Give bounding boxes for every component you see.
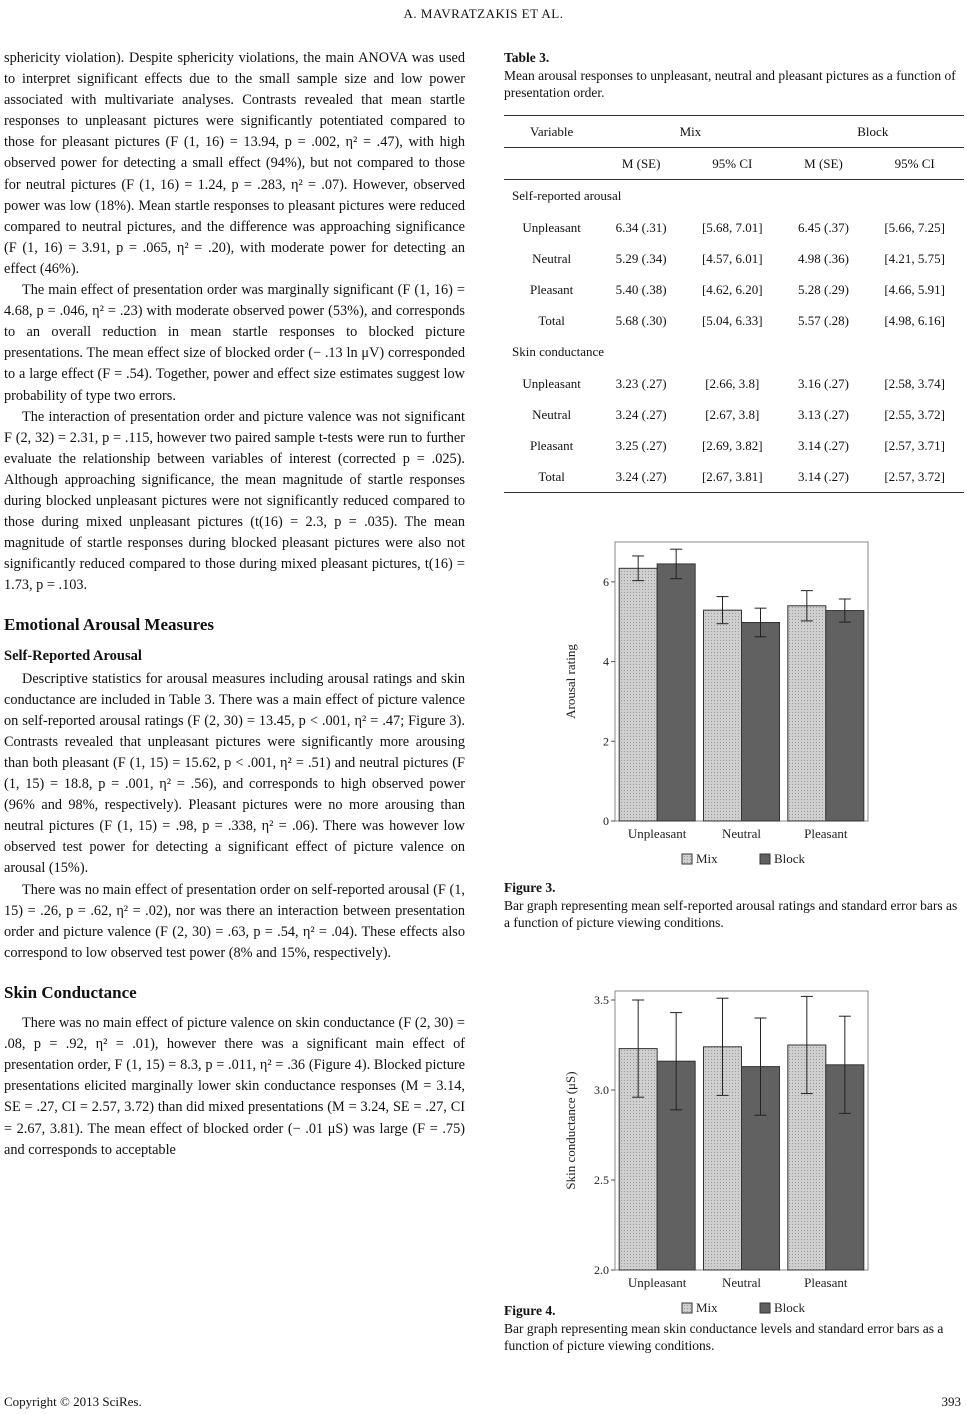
table-caption: Mean arousal responses to unpleasant, neutral and pleasant pictures as a function of presentation order. <box>504 68 956 100</box>
y-tick-label: 2.5 <box>594 1173 609 1187</box>
table-row <box>504 305 964 336</box>
paragraph: There was no main effect of presentation order on self-reported arousal (F (1, 15) = .26, p = .62, η² = .02), nor was there an interaction between presentation order and picture valence (F (2, 30) = .63, p = .54, η² = .04). These effects also correspond to low observed test power (8% and 15%, respectively). <box>4 881 465 961</box>
table-label: Table 3. <box>504 50 550 65</box>
y-tick-label: 3.5 <box>594 993 609 1007</box>
col-mix: Mix <box>599 116 781 148</box>
table-cell: 5.29 (.34) <box>615 250 667 266</box>
table-section-row <box>504 336 964 367</box>
bar-block <box>657 564 695 821</box>
table-cell: 5.40 (.38) <box>615 282 667 298</box>
table-cell: [4.66, 5.91] <box>884 282 945 298</box>
table-cell: 3.24 (.27) <box>615 406 667 422</box>
legend-label: Mix <box>696 851 718 866</box>
table-cell: 3.24 (.27) <box>599 461 683 493</box>
bar-block <box>826 611 864 821</box>
sub-m-block: M (SE) <box>782 148 866 180</box>
table-row <box>504 274 964 305</box>
sub-ci-block: 95% CI <box>865 148 964 180</box>
col-variable: Variable <box>504 116 599 148</box>
y-tick-label: 6 <box>603 574 609 589</box>
sub-ci-mix: 95% CI <box>683 148 782 180</box>
table-cell: 3.25 (.27) <box>615 437 667 453</box>
y-tick-label: 0 <box>603 814 609 828</box>
table-cell: [2.66, 3.8] <box>705 375 760 391</box>
table-cell: 3.23 (.27) <box>615 375 667 391</box>
legend-label: Block <box>774 1300 806 1315</box>
table-cell: [2.67, 3.8] <box>705 406 760 422</box>
bar-block <box>742 623 780 821</box>
table-cell: 6.45 (.37) <box>798 219 849 235</box>
table-cell: 3.14 (.27) <box>782 461 866 493</box>
table-subheader-row <box>504 148 964 180</box>
y-tick-label: 2.0 <box>594 1263 609 1277</box>
x-tick-label: Unpleasant <box>627 826 687 841</box>
y-tick-label: 4 <box>603 654 609 669</box>
table-cell: 3.14 (.27) <box>798 437 849 453</box>
table-cell: 3.13 (.27) <box>798 406 849 422</box>
x-tick-label: Pleasant <box>804 826 848 841</box>
figure-caption: Bar graph representing mean skin conductance levels and standard error bars as a function of picture viewing conditions. <box>504 1321 944 1353</box>
table-row <box>504 399 964 430</box>
table-cell: [2.57, 3.72] <box>865 461 964 493</box>
table-header-row <box>504 116 964 148</box>
y-axis-label: Skin conductance (μS) <box>563 1071 578 1190</box>
figure-4-chart <box>552 963 882 1315</box>
table-cell: Unpleasant <box>522 375 581 391</box>
figure-label: Figure 3. <box>504 880 556 895</box>
table-row <box>504 243 964 274</box>
table-cell: 6.34 (.31) <box>615 219 667 235</box>
table-cell: [4.21, 5.75] <box>884 250 945 266</box>
running-head: A. MAVRATZAKIS ET AL. <box>403 6 564 21</box>
paragraph: Descriptive statistics for arousal measures including arousal ratings and skin conductance are included in Table 3. There was a main effect of picture valence on self-reported arousal ratings (F (2, 30) = 13.45, p < .001, η² = .47; Figure 3). Contrasts revealed that unpleasant pictures were significantly more arousing than both pleasant (F (1, 15) = 15.62, p < .001, η² = .51) and neutral pictures (F (1, 15) = 18.8, p = .001, η² = .56), and corresponds to high observed power (96% and 98%, respectively). Pleasant pictures were no more arousing than neutral pictures (F (1, 15) = .98, p = .338, η² = .06). There was however low observed test power for detecting a significant effect of picture valence on arousal (15%). <box>4 670 465 877</box>
footer-copyright: Copyright © 2013 SciRes. <box>4 1394 142 1409</box>
paragraph: The main effect of presentation order was marginally significant (F (1, 16) = 4.68, p = .046, η² = .23) with moderate observed power (53%), and corresponds to an overall reduction in mean startle responses to blocked picture presentations. The mean effect size of blocked order (− .13 ln μV) corresponded to a large effect (F = .54). Together, power and effect size estimates suggest low probability of type two errors. <box>4 282 465 404</box>
table-row <box>504 212 964 243</box>
bar-mix <box>704 610 742 821</box>
table-cell: Pleasant <box>529 437 574 453</box>
table-cell: 3.16 (.27) <box>798 375 849 391</box>
table-cell: Neutral <box>532 250 572 266</box>
sub-m-mix: M (SE) <box>599 148 683 180</box>
subsection-heading: Self-Reported Arousal <box>4 647 142 664</box>
x-tick-label: Pleasant <box>804 1275 848 1290</box>
section-heading: Emotional Arousal Measures <box>4 615 214 635</box>
legend-swatch <box>760 854 770 864</box>
table-row <box>504 430 964 461</box>
table-cell: Total <box>504 461 599 493</box>
table-cell: [4.98, 6.16] <box>884 313 945 329</box>
table-cell: [4.62, 6.20] <box>701 282 763 298</box>
page-number: 393 <box>941 1394 961 1409</box>
figure-3-chart <box>552 514 882 866</box>
paragraph: There was no main effect of picture valence on skin conductance (F (2, 30) = .08, p = .92, η² = .01), however there was a significant main effect of presentation order, F (1, 15) = 8.3, p = .011, η² = .36 (Figure 4). Blocked picture presentations elicited marginally lower skin conductance responses (M = 3.14, SE = .27, CI = 2.57, 3.72) than did mixed presentations (M = 3.24, SE = .27, CI = 2.67, 3.81). The mean effect of blocked order (− .01 μS) was large (F = .75) and corresponds to acceptable <box>4 1015 465 1158</box>
paragraph: sphericity violation). Despite sphericity violations, the main ANOVA was used to interpret significant effects due to the small sample size and low power associated with multivariate analyses. Contrasts revealed that mean startle responses to unpleasant pictures were significantly potentiated compared to those for pleasant pictures (F (1, 16) = 13.94, p = .002, η² = .47), with high observed power for detecting a small effect (94%), but not compared to those for neutral pictures (F (1, 16) = 1.24, p = .283, η² = .07). However, observed power was low (18%). Mean startle responses to pleasant pictures were reduced compared to neutral pictures, and the difference was approaching significance (F (1, 16) = 3.91, p = .065, η² = .20), with moderate power for detecting an effect (46%). <box>4 50 465 277</box>
figure-label: Figure 4. <box>504 1303 556 1318</box>
figure-caption: Bar graph representing mean self-reported arousal ratings and standard error bars as a function of picture viewing conditions. <box>504 898 958 930</box>
table-cell <box>504 148 599 180</box>
table-section-title: Self-reported arousal <box>512 188 622 204</box>
table-cell: [5.68, 7.01] <box>701 219 763 235</box>
bar-mix <box>619 568 657 821</box>
table-cell: 5.68 (.30) <box>615 313 667 329</box>
left-column <box>4 48 465 1161</box>
table-cell: Total <box>538 313 565 329</box>
table-cell: Neutral <box>532 406 572 422</box>
table-cell: 4.98 (.36) <box>798 250 849 266</box>
table-3 <box>504 115 964 493</box>
table-cell: [2.69, 3.82] <box>701 437 763 453</box>
table-row <box>504 461 964 493</box>
table-cell: 5.57 (.28) <box>798 313 849 329</box>
legend-swatch <box>682 854 692 864</box>
x-tick-label: Unpleasant <box>627 1275 687 1290</box>
figure-3-svg <box>552 514 882 866</box>
table-cell: [5.04, 6.33] <box>701 313 763 329</box>
table-cell: [2.57, 3.71] <box>884 437 945 453</box>
table-cell: Pleasant <box>529 282 574 298</box>
right-column <box>504 48 964 1353</box>
table-row <box>504 368 964 399</box>
section-heading: Skin Conductance <box>4 982 137 1002</box>
table-section-title: Skin conductance <box>512 344 605 360</box>
table-cell: [2.58, 3.74] <box>884 375 945 391</box>
table-cell: 5.28 (.29) <box>798 282 849 298</box>
table-section-row <box>504 180 964 212</box>
table-cell: Unpleasant <box>522 219 581 235</box>
table-cell: [4.57, 6.01] <box>701 250 763 266</box>
x-tick-label: Neutral <box>722 1275 761 1290</box>
x-tick-label: Neutral <box>722 826 761 841</box>
figure-4-svg <box>552 963 882 1315</box>
y-axis-label: Arousal rating <box>563 644 578 719</box>
table-cell: [2.55, 3.72] <box>884 406 945 422</box>
y-tick-label: 3.0 <box>594 1083 609 1097</box>
table-cell: [2.67, 3.81] <box>683 461 782 493</box>
legend-label: Block <box>774 851 806 866</box>
col-block: Block <box>782 116 964 148</box>
table-cell: [5.66, 7.25] <box>884 219 945 235</box>
legend-label: Mix <box>696 1300 718 1315</box>
paragraph: The interaction of presentation order and picture valence was not significant F (2, 32) = 2.31, p = .115, however two paired sample t-tests were run to further evaluate the relationship between variables of interest (corrected p = .025). Although approaching significance, the mean magnitude of startle responses during blocked unpleasant pictures were not significantly reduced compared to those during mixed unpleasant pictures (t(16) = 2.3, p = .035). The mean magnitude of startle responses during blocked pleasant pictures were also not significantly reduced compared to those during mixed pleasant pictures, t(16) = 1.73, p = .103. <box>4 408 465 594</box>
bar-mix <box>788 606 826 821</box>
y-tick-label: 2 <box>603 734 609 749</box>
